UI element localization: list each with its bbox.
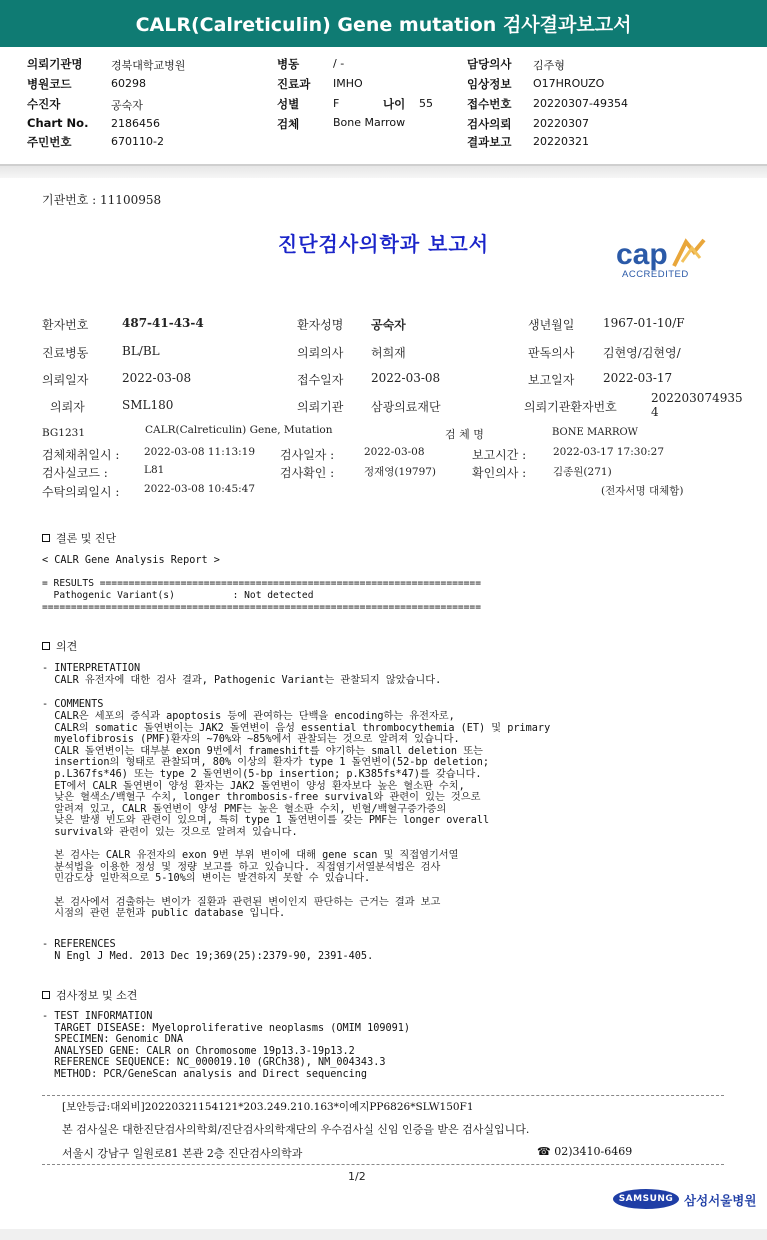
agency-number: 기관번호 : 11100958 bbox=[42, 193, 162, 207]
testinfo-line: SPECIMEN: Genomic DNA bbox=[42, 1034, 184, 1046]
report-date-label: 보고일자 bbox=[528, 373, 575, 387]
results-heading: < CALR Gene Analysis Report > bbox=[42, 555, 220, 566]
testinfo-line: METHOD: PCR/GeneScan analysis and Direct sequencing bbox=[42, 1069, 368, 1080]
result-date-label: 결과보고 bbox=[467, 135, 512, 149]
section-square-icon bbox=[42, 991, 50, 999]
testinfo-line: ANALYSED GENE: CALR on Chromosome 19p13.3-19p13.2 bbox=[42, 1045, 355, 1057]
bottom-bar bbox=[0, 1229, 767, 1240]
recv-date-value: 2022-03-08 bbox=[371, 371, 441, 385]
report-time-label: 보고시간 : bbox=[472, 448, 527, 462]
comment-line: 낮은 발생 빈도와 관련이 있으며, 특히 type 1 돌연변이를 갖는 PMF는 longer overall bbox=[42, 815, 490, 827]
references-text: N Engl J Med. 2013 Dec 19;369(25):2379-90, 2391-405. bbox=[42, 951, 374, 962]
confirm-doctor-label: 확인의사 : bbox=[472, 466, 527, 480]
test-code: BG1231 bbox=[42, 427, 86, 439]
test-name: CALR(Calreticulin) Gene, Mutation bbox=[145, 424, 333, 436]
recv-date-label: 접수일자 bbox=[297, 373, 344, 387]
results-section-title bbox=[42, 530, 116, 546]
footer-divider-top bbox=[42, 1095, 724, 1096]
patient-no-label: 환자번호 bbox=[42, 318, 89, 332]
room-code-value: L81 bbox=[144, 464, 165, 476]
samsung-logo bbox=[613, 1189, 679, 1209]
specimen-name-label: 검 체 명 bbox=[445, 428, 484, 441]
security-line: [보안등급:대외비]20220321154121*203.249.210.163*이예지PP6826*SLW150F1 bbox=[62, 1101, 474, 1113]
testinfo-section-label: 검사정보 및 소견 bbox=[56, 989, 138, 1002]
age-label: 나이 bbox=[383, 97, 406, 111]
page-number: 1/2 bbox=[348, 1170, 366, 1183]
receipt-label: 접수번호 bbox=[467, 97, 512, 111]
req-agency-value: 삼광의료재단 bbox=[371, 400, 441, 414]
specimen-value: Bone Marrow bbox=[333, 116, 406, 129]
dept-label: 진료과 bbox=[277, 77, 311, 91]
collect-label: 검체채취일시 : bbox=[42, 448, 120, 462]
testinfo-line: - TEST INFORMATION bbox=[42, 1011, 153, 1022]
references-heading: - REFERENCES bbox=[42, 939, 116, 950]
interpretation-heading: - INTERPRETATION bbox=[42, 663, 141, 674]
opinion-section-label: 의견 bbox=[56, 640, 78, 653]
sex-label: 성별 bbox=[277, 97, 300, 111]
comment-line: insertion의 형태로 관찰되며, 80% 이상의 환자가 type 1 돌연변이(52-bp deletion; bbox=[42, 757, 490, 769]
request-label: 검사의뢰 bbox=[467, 117, 512, 131]
testinfo-section-title bbox=[42, 987, 137, 1003]
report-title: CALR(Calreticulin) Gene mutation 검사결과보고서 bbox=[135, 14, 632, 36]
cap-accredited-logo bbox=[612, 236, 722, 284]
ward2-value: BL/BL bbox=[122, 344, 160, 358]
report-heading: 진단검사의학과 보고서 bbox=[277, 232, 490, 256]
collect-value: 2022-03-08 11:13:19 bbox=[144, 446, 256, 458]
comment-line: ET에서 CALR 돌연변이 양성 환자는 JAK2 돌연변이 양성 환자보다 높은 혈소판 수치, bbox=[42, 780, 465, 792]
comment-line: 알려져 있고, CALR 돌연변이 양성 PMF는 높은 혈소판 수치, 빈혈/백혈구증가증의 bbox=[42, 803, 447, 815]
birth-value: 1967-01-10/F bbox=[603, 316, 685, 330]
chart-label: Chart No. bbox=[27, 116, 89, 130]
comment-line: p.L367fs*46) 또는 type 2 돌연변이(5-bp insertion; p.K385fs*47)를 갖습니다. bbox=[42, 769, 482, 780]
testinfo-line: TARGET DISEASE: Myeloproliferative neoplasms (OMIM 109091) bbox=[42, 1022, 411, 1034]
birth-label: 생년월일 bbox=[528, 318, 575, 332]
sex-value: F bbox=[333, 97, 340, 110]
requester-label: 의뢰자 bbox=[50, 400, 85, 414]
address-line: 서울시 강남구 일원로81 본관 2층 진단검사의학과 bbox=[62, 1147, 303, 1160]
reader-label: 판독의사 bbox=[528, 346, 575, 360]
id-value: 670110-2 bbox=[111, 135, 164, 148]
report-time-value: 2022-03-17 17:30:27 bbox=[553, 446, 665, 458]
req-doctor-label: 의뢰의사 bbox=[297, 346, 344, 360]
agency-patient-no-value-cont: 4 bbox=[651, 405, 659, 419]
comment-line: CALR 돌연변이는 대부분 exon 9번에서 frameshift를 야기하는 small deletion 또는 bbox=[42, 745, 483, 757]
results-line-3: ============================================================================ bbox=[42, 602, 481, 613]
consign-value: 2022-03-08 10:45:47 bbox=[144, 483, 256, 495]
agency-patient-no-value: 202203074935 bbox=[651, 391, 743, 405]
exam-date-value: 2022-03-08 bbox=[364, 446, 425, 458]
comment-line: survival와 관련이 있는 것으로 알려져 있습니다. bbox=[42, 827, 298, 838]
results-line-1: = RESULTS ================================================================== bbox=[42, 578, 481, 589]
req-agency-label: 의뢰기관 bbox=[297, 400, 344, 414]
consign-label: 수탁의뢰일시 : bbox=[42, 485, 120, 499]
age-value: 55 bbox=[419, 97, 433, 110]
esign-note: (전자서명 대체함) bbox=[601, 485, 684, 497]
ward-label: 병동 bbox=[277, 57, 300, 71]
testinfo-line: REFERENCE SEQUENCE: NC_000019.10 (GRCh38), NM_004343.3 bbox=[42, 1057, 386, 1069]
room-code-label: 검사실코드 : bbox=[42, 466, 108, 480]
clinical-label: 임상정보 bbox=[467, 77, 512, 91]
req-date-label: 의뢰일자 bbox=[42, 373, 89, 387]
samsung-logo-text: SAMSUNG bbox=[618, 1194, 674, 1204]
confirm-doctor-value: 김종원(271) bbox=[553, 466, 612, 478]
header-shadow bbox=[0, 166, 767, 178]
hospital-label: 의뢰기관명 bbox=[27, 57, 83, 71]
patient-no-value: 487-41-43-4 bbox=[122, 316, 204, 330]
comment-line: 시점의 관련 문헌과 public database 입니다. bbox=[42, 908, 286, 920]
patient-name-label: 환자성명 bbox=[297, 318, 344, 332]
requester-value: SML180 bbox=[122, 398, 174, 412]
comment-line: CALR은 세포의 증식과 apoptosis 등에 관여하는 단백을 encoding하는 유전자로, bbox=[42, 711, 455, 722]
comment-line: 본 검사는 CALR 유전자의 exon 9번 부위 변이에 대해 gene scan 및 직접염기서열 bbox=[42, 850, 459, 862]
comment-line: 낮은 혈색소/백혈구 수치, longer thrombosis-free survival와 관련이 있는 것으로 bbox=[42, 792, 481, 804]
result-date-value: 20220321 bbox=[533, 135, 589, 148]
request-value: 20220307 bbox=[533, 117, 589, 130]
code-value: 60298 bbox=[111, 77, 146, 90]
reader-value: 김현영/김현영/ bbox=[603, 346, 681, 360]
hospital-brand-name: 삼성서울병원 bbox=[684, 1193, 757, 1208]
certification-line: 본 검사실은 대한진단검사의학회/진단검사의학재단의 우수검사실 신임 인증을 받은 검사실입니다. bbox=[62, 1123, 530, 1136]
confirm-label: 검사확인 : bbox=[280, 466, 335, 480]
chart-value: 2186456 bbox=[111, 117, 160, 130]
confirm-value: 정재영(19797) bbox=[364, 466, 437, 478]
req-date-value: 2022-03-08 bbox=[122, 371, 192, 385]
doctor-label: 담당의사 bbox=[467, 57, 512, 71]
footer-divider-bottom bbox=[42, 1164, 724, 1165]
ward2-label: 진료병동 bbox=[42, 346, 89, 360]
comments-heading: - COMMENTS bbox=[42, 699, 104, 710]
req-doctor-value: 허희재 bbox=[371, 346, 406, 360]
report-title-bar bbox=[0, 0, 767, 47]
clinical-value: O17HROUZO bbox=[533, 77, 605, 90]
patient-label: 수진자 bbox=[27, 97, 61, 111]
comment-line: 민감도상 일반적으로 5-10%의 변이는 발견하지 못할 수 있습니다. bbox=[42, 873, 371, 885]
section-square-icon bbox=[42, 642, 50, 650]
comment-line: myelofibrosis (PMF)환자의 ~70%와 ~85%에서 관찰되는 것으로 알려져 있습니다. bbox=[42, 734, 460, 746]
comment-line: 본 검사에서 검출하는 변이가 질환과 관련된 변이인지 판단하는 근거는 결과 보고 bbox=[42, 896, 441, 908]
patient-name-value: 공숙자 bbox=[371, 318, 406, 332]
ward-value: / - bbox=[333, 57, 345, 70]
section-square-icon bbox=[42, 534, 50, 542]
doctor-value: 김주형 bbox=[533, 59, 565, 72]
code-label: 병원코드 bbox=[27, 77, 72, 91]
agency-patient-no-label: 의뢰기관환자번호 bbox=[524, 400, 617, 414]
id-label: 주민번호 bbox=[27, 135, 72, 149]
interpretation-text: CALR 유전자에 대한 검사 결과, Pathogenic Variant는 관찰되지 않았습니다. bbox=[42, 675, 442, 686]
cap-accredited-text: ACCREDITED bbox=[622, 269, 689, 280]
exam-date-label: 검사일자 : bbox=[280, 448, 335, 462]
hospital-value: 경북대학교병원 bbox=[111, 59, 186, 72]
report-date-value: 2022-03-17 bbox=[603, 371, 673, 385]
results-line-2: Pathogenic Variant(s) : Not detected bbox=[42, 590, 314, 601]
cap-text: cap bbox=[616, 238, 668, 271]
results-section-label: 결론 및 진단 bbox=[56, 532, 117, 545]
comment-line: 분석법을 이용한 정성 및 정량 보고를 하고 있습니다. 직접염기서열분석법은 검사 bbox=[42, 861, 441, 873]
patient-value: 공숙자 bbox=[111, 99, 143, 112]
opinion-section-title bbox=[42, 638, 77, 654]
receipt-value: 20220307-49354 bbox=[533, 97, 628, 110]
specimen-name-value: BONE MARROW bbox=[552, 427, 638, 438]
comment-line: CALR의 somatic 돌연변이는 JAK2 돌연변이 음성 essential thrombocythemia (ET) 및 primary bbox=[42, 722, 551, 734]
specimen-label: 검체 bbox=[277, 117, 300, 131]
dept-value: IMHO bbox=[333, 77, 363, 90]
phone-line: ☎ 02)3410-6469 bbox=[537, 1145, 633, 1158]
